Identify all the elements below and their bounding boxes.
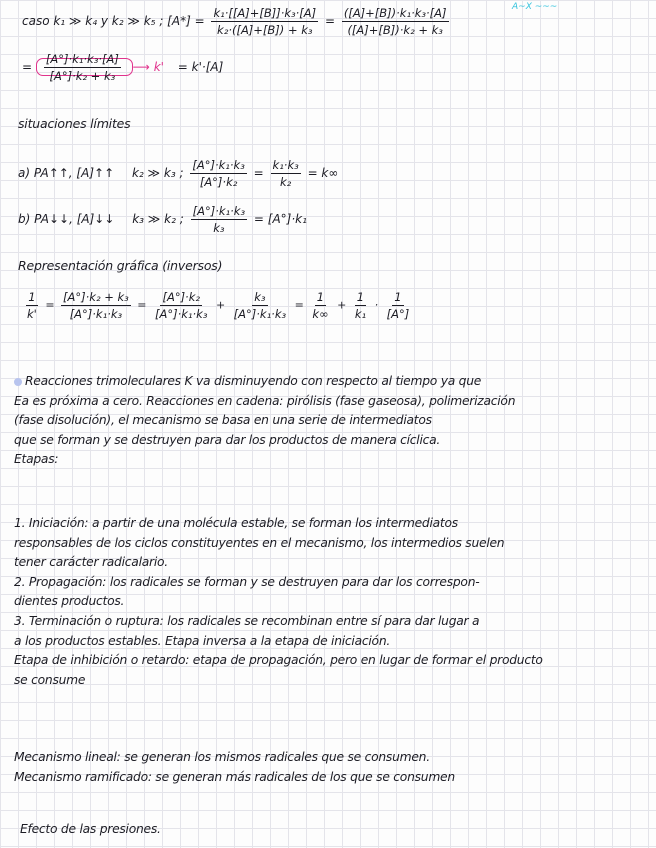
case-a-tail: = k∞ <box>307 166 339 180</box>
inverse-lhs <box>25 290 39 321</box>
case-a <box>18 158 338 189</box>
boxed-numerator: [A°]·k₁·k₃·[A] <box>45 52 119 66</box>
para2-line-3: tener carácter radicalario. <box>14 555 168 570</box>
inverse-fraction-d <box>310 290 330 321</box>
inverse-plus-1: + <box>215 298 226 312</box>
inverse-c-denominator: [A°]·k₁·k₃ <box>233 307 287 321</box>
para1-line-1 <box>14 372 648 392</box>
inverse-fraction-e <box>353 290 368 321</box>
fraction-1 <box>211 6 318 37</box>
inverse-b-numerator: [A°]·k₂ <box>162 290 200 304</box>
inverse-equals-2: = <box>137 298 147 312</box>
case-b-denominator: k₃ <box>213 221 225 235</box>
bullet-icon <box>14 378 22 386</box>
para2-line-2: responsables de los ciclos constituyentes en el mecanismo, los intermedios suelen <box>14 535 505 550</box>
case-a-condition: k₂ ≫ k₃ ; <box>131 166 184 180</box>
equals-sign: = <box>324 14 336 28</box>
para2-line-4: 2. Propagación: los radicales se forman y se destruyen para dar los correspon- <box>14 574 480 589</box>
case-b-label: b) PA↓↓, [A]↓↓ <box>18 212 115 226</box>
para1-line-1-text: Reacciones trimoleculares K va disminuyendo con respecto al tiempo ya que <box>25 374 482 388</box>
case-a-fraction-1 <box>190 158 246 189</box>
boxed-fraction <box>44 52 121 83</box>
inverse-fraction-c <box>232 290 288 321</box>
inverse-plus-2: + <box>337 298 347 312</box>
equation-intro: caso k₁ ≫ k₄ y k₂ ≫ k₅ ; [A*] = <box>22 14 205 28</box>
fraction-2-denominator: ([A]+[B])·k₂ + k₃ <box>347 23 443 37</box>
case-a-denominator-1: [A°]·k₂ <box>199 175 238 189</box>
case-a-numerator-2: k₁·k₃ <box>272 158 299 172</box>
inverse-e-numerator: 1 <box>356 290 365 304</box>
inverse-lhs-numerator: 1 <box>28 290 36 304</box>
inverse-fraction-a <box>61 290 131 321</box>
heading-limit-situations: situaciones límites <box>18 116 131 131</box>
case-a-equals: = <box>253 166 264 180</box>
equation-k-prime <box>22 52 223 83</box>
inverse-d-denominator: k∞ <box>312 307 329 321</box>
heading-graphical-representation: Representación gráfica (inversos) <box>18 258 223 273</box>
para2-line-7: a los productos estables. Etapa inversa a la etapa de iniciación. <box>14 633 391 648</box>
case-b-condition: k₃ ≫ k₂ ; <box>132 212 184 226</box>
para2-line-5: dientes productos. <box>14 594 125 609</box>
paragraph-mechanisms <box>14 748 648 787</box>
fraction-2 <box>342 6 449 37</box>
para1-line-3: (fase disolución), el mecanismo se basa en una serie de intermediatos <box>14 413 432 428</box>
equation-2-lead: = <box>22 60 33 74</box>
case-b-tail: = [A°]·k₁ <box>253 212 307 226</box>
inverse-c-numerator: k₃ <box>254 290 266 304</box>
cyan-annotation-top: A~X ~~~ <box>512 2 558 12</box>
inverse-equation <box>22 290 414 321</box>
inverse-a-numerator: [A°]·k₂ + k₃ <box>63 290 129 304</box>
k-prime-label: k' <box>153 60 164 74</box>
case-a-label: a) PA↑↑, [A]↑↑ <box>18 166 115 180</box>
fraction-1-numerator: k₁·[[A]+[B]]·k₃·[A] <box>213 6 317 20</box>
para2-line-9: se consume <box>14 672 86 687</box>
inverse-d-numerator: 1 <box>316 290 325 304</box>
para4-line-1: Efecto de las presiones. <box>20 822 161 836</box>
case-b-numerator: [A°]·k₁·k₃ <box>192 204 246 218</box>
para1-line-5: Etapas: <box>14 452 59 467</box>
boxed-denominator: [A°]·k₂ + k₃ <box>49 69 116 83</box>
equation-steady-state <box>22 2 558 37</box>
case-b <box>18 204 307 235</box>
para2-line-8: Etapa de inhibición o retardo: etapa de propagación, pero en lugar de formar el producto <box>14 653 543 668</box>
para3-line-1: Mecanismo lineal: se generan los mismos radicales que se consumen. <box>14 750 430 764</box>
equation-2-tail: = k'·[A] <box>177 60 224 74</box>
para2-line-6: 3. Terminación o ruptura: los radicales se recombinan entre sí para dar lugar a <box>14 613 480 628</box>
para1-line-2: Ea es próxima a cero. Reacciones en cadena: pirólisis (fase gaseosa), polimerización <box>14 393 516 408</box>
paragraph-trimolecular <box>14 372 648 470</box>
case-a-numerator-1: [A°]·k₁·k₃ <box>192 158 245 172</box>
inverse-equals-1: = <box>45 298 55 312</box>
para3-line-2: Mecanismo ramificado: se generan más radicales de los que se consumen <box>14 769 455 784</box>
inverse-fraction-b <box>153 290 209 321</box>
boxed-expression <box>36 52 133 83</box>
inverse-equals-3: = <box>294 298 304 312</box>
inverse-e-denominator: k₁ <box>354 307 367 321</box>
arrow-icon: ⟶ <box>132 60 150 74</box>
para1-line-4: que se forman y se destruyen para dar los productos de manera cíclica. <box>14 432 441 447</box>
fraction-2-numerator: ([A]+[B])·k₁·k₃·[A] <box>343 6 447 20</box>
inverse-fraction-f <box>385 290 412 321</box>
case-a-fraction-2 <box>271 158 301 189</box>
paragraph-stages <box>14 514 648 690</box>
inverse-dot: · <box>374 298 379 312</box>
inverse-lhs-denominator: k' <box>27 307 37 321</box>
inverse-f-denominator: [A°] <box>386 307 410 321</box>
fraction-1-denominator: k₂·([A]+[B]) + k₃ <box>217 23 313 37</box>
inverse-b-denominator: [A°]·k₁·k₃ <box>155 307 208 321</box>
case-a-denominator-2: k₂ <box>279 175 292 189</box>
para2-line-1: 1. Iniciación: a partir de una molécula estable, se forman los intermediatos <box>14 516 458 530</box>
paragraph-pressure-effect <box>20 820 654 840</box>
case-b-fraction <box>191 204 247 235</box>
inverse-f-numerator: 1 <box>394 290 402 304</box>
inverse-a-denominator: [A°]·k₁·k₃ <box>69 307 123 321</box>
